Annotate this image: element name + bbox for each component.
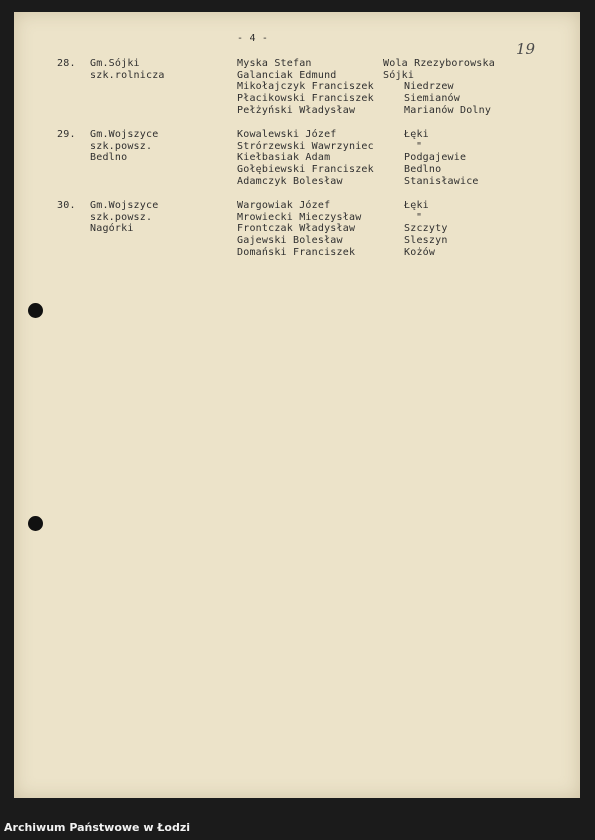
school-line: Gm.Wojszyce — [90, 129, 159, 140]
entry-number: 30. — [57, 200, 76, 211]
person-name: Myska Stefan — [237, 58, 312, 69]
person-name: Domański Franciszek — [237, 246, 356, 258]
place-name: Marianów Dolny — [404, 104, 492, 116]
person-name: Mikołajczyk Franciszek — [237, 81, 374, 93]
school-line: Bedlno — [90, 152, 128, 164]
place-name: Niedrzew — [404, 81, 454, 93]
entry-school — [90, 200, 158, 235]
punch-hole — [28, 303, 43, 318]
place-name: Stanisławice — [404, 175, 479, 187]
place-name: Łęki — [404, 129, 429, 140]
person-name: Płacikowski Franciszek — [237, 93, 374, 105]
school-line: Gm.Wojszyce — [90, 200, 159, 211]
place-name: Wola Rzezyborowska — [383, 58, 495, 69]
person-name: Frontczak Władysław — [237, 223, 356, 235]
entry-school — [90, 58, 165, 81]
place-name: Siemianów — [404, 93, 460, 105]
handwritten-page-number: 19 — [516, 40, 536, 58]
person-name: Gołębiewski Franciszek — [237, 164, 374, 176]
entry-places — [383, 58, 495, 117]
entry-school — [90, 129, 158, 164]
person-name: Kiełbasiak Adam — [237, 152, 331, 164]
place-name: Podgajewie — [404, 152, 467, 164]
person-name: Mrowiecki Mieczysław — [237, 211, 362, 223]
archive-footer — [0, 812, 595, 840]
place-name: Kożów — [404, 246, 436, 258]
person-name: Gajewski Bolesław — [237, 235, 343, 247]
school-line: szk.powsz. — [90, 211, 153, 223]
entry-places — [404, 129, 479, 188]
place-name: Bedlno — [404, 164, 442, 176]
place-name: " — [416, 140, 423, 152]
page-number: - 4 - — [237, 33, 269, 44]
person-name: Adamczyk Bolesław — [237, 175, 343, 187]
school-line: Nagórki — [90, 223, 134, 235]
entry-number: 28. — [57, 58, 76, 69]
person-name: Kowalewski Józef — [237, 129, 337, 140]
entry-names — [237, 200, 361, 259]
school-line: szk.rolnicza — [90, 69, 165, 81]
place-name: Szczyty — [404, 223, 448, 235]
place-name: " — [416, 211, 423, 223]
entry-places — [404, 200, 448, 259]
entry-names — [237, 58, 374, 117]
punch-hole — [28, 516, 43, 531]
place-name: Łęki — [404, 200, 429, 211]
school-line: Gm.Sójki — [90, 58, 140, 69]
place-name: Sójki — [383, 69, 415, 81]
archive-name: Archiwum Państwowe w Łodzi — [4, 821, 191, 834]
person-name: Strórzewski Wawrzyniec — [237, 140, 374, 152]
person-name: Galanciak Edmund — [237, 69, 337, 81]
entry-names — [237, 129, 374, 188]
place-name: Sleszyn — [404, 235, 448, 247]
person-name: Wargowiak Józef — [237, 200, 331, 211]
person-name: Pełżyński Władysław — [237, 104, 356, 116]
entry-number: 29. — [57, 129, 76, 140]
school-line: szk.powsz. — [90, 140, 153, 152]
